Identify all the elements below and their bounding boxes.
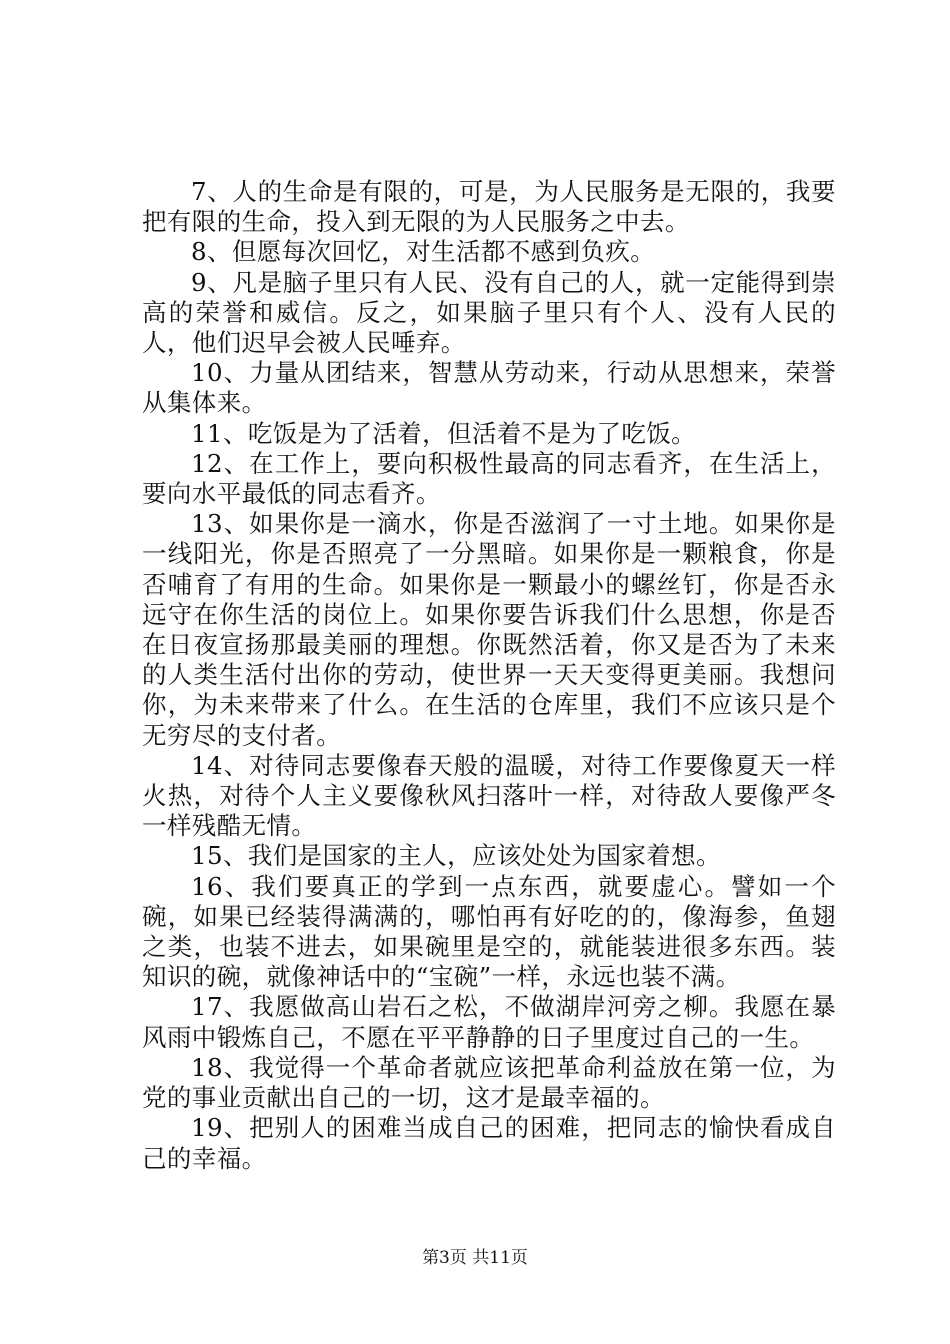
quote-paragraph-12: 12、在工作上，要向积极性最高的同志看齐，在生活上，要向水平最低的同志看齐。 — [142, 448, 836, 509]
quote-paragraph-15: 15、我们是国家的主人，应该处处为国家着想。 — [191, 841, 721, 871]
quote-paragraph-14: 14、对待同志要像春天般的温暖，对待工作要像夏天一样火热，对待个人主义要像秋风扫落叶一样，对待敌人要像严冬一样残酷无情。 — [142, 750, 836, 841]
quote-paragraph-18: 18、我觉得一个革命者就应该把革命利益放在第一位，为党的事业贡献出自己的一切，这才是最幸福的。 — [142, 1052, 836, 1113]
quote-paragraph-13: 13、如果你是一滴水，你是否滋润了一寸土地。如果你是一线阳光，你是否照亮了一分黑暗。如果你是一颗粮食，你是否哺育了有用的生命。如果你是一颗最小的螺丝钉，你是否永远守在你生活的岗位上。如果你要告诉我们什么思想，你是否在日夜宣扬那最美丽的理想。你既然活着，你又是否为了未来的人类生活付出你的劳动，使世界一天天变得更美丽。我想问你，为未来带来了什么。在生活的仓库里，我们不应该只是个无穷尽的支付者。 — [142, 509, 836, 750]
quote-list — [142, 177, 836, 1174]
quote-paragraph-17: 17、我愿做高山岩石之松，不做湖岸河旁之柳。我愿在暴风雨中锻炼自己，不愿在平平静静的日子里度过自己的一生。 — [142, 992, 836, 1052]
page-number-label: 第3页 共11页 — [422, 1248, 528, 1268]
quote-paragraph-19: 19、把别人的困难当成自己的困难，把同志的愉快看成自己的幸福。 — [142, 1113, 836, 1173]
page-footer — [0, 1243, 950, 1268]
quote-paragraph-7: 7、人的生命是有限的，可是，为人民服务是无限的，我要把有限的生命，投入到无限的为人民服务之中去。 — [142, 177, 836, 237]
quote-paragraph-11: 11、吃饭是为了活着，但活着不是为了吃饭。 — [191, 418, 697, 448]
quote-paragraph-16: 16、我们要真正的学到一点东西，就要虚心。譬如一个碗，如果已经装得满满的，哪怕再有好吃的的，像海参，鱼翅之类，也装不进去，如果碗里是空的，就能装进很多东西。装知识的碗，就像神话中的“宝碗”一样，永远也装不满。 — [142, 871, 836, 992]
quote-paragraph-10: 10、力量从团结来，智慧从劳动来，行动从思想来，荣誉从集体来。 — [142, 358, 836, 418]
quote-paragraph-9: 9、凡是脑子里只有人民、没有自己的人，就一定能得到崇高的荣誉和威信。反之，如果脑子里只有个人、没有人民的人，他们迟早会被人民唾弃。 — [142, 267, 836, 358]
quote-paragraph-8: 8、但愿每次回忆，对生活都不感到负疚。 — [191, 237, 656, 267]
